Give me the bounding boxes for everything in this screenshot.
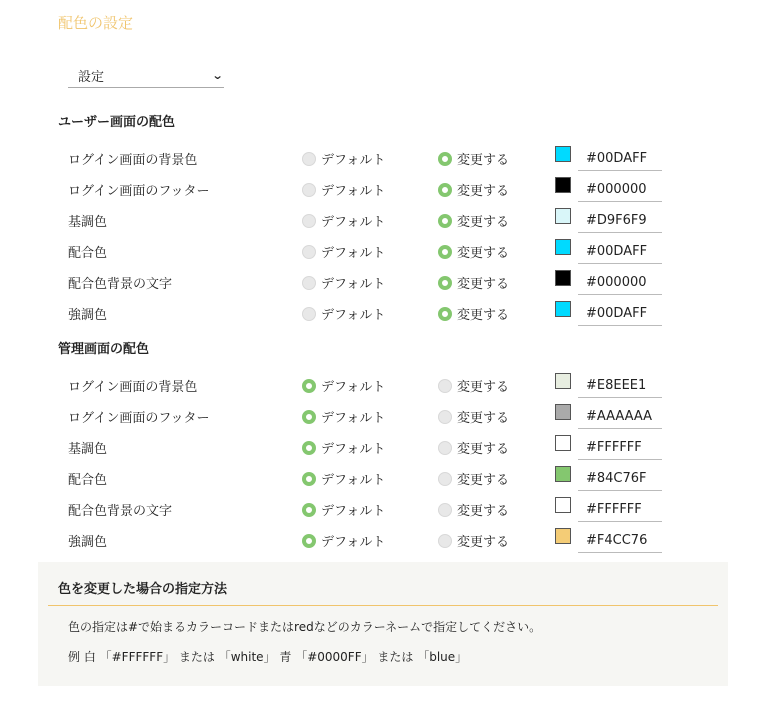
color-row	[0, 205, 764, 236]
radio-dot[interactable]	[438, 472, 452, 486]
default-radio-label: デフォルト	[321, 504, 386, 519]
change-radio[interactable]	[438, 500, 509, 519]
change-radio[interactable]	[438, 242, 509, 261]
change-radio-label: 変更する	[457, 184, 510, 199]
color-row-label: 基調色	[68, 442, 108, 457]
color-code-input[interactable]: #000000	[578, 174, 662, 202]
default-radio-label: デフォルト	[321, 535, 386, 550]
radio-dot[interactable]	[302, 441, 316, 455]
change-radio-label: 変更する	[457, 215, 510, 230]
default-radio-label: デフォルト	[321, 277, 386, 292]
color-row	[0, 494, 764, 525]
color-code-input[interactable]: #00DAFF	[578, 298, 662, 326]
color-row-label: 基調色	[68, 215, 108, 230]
radio-dot[interactable]	[438, 503, 452, 517]
color-row-label: ログイン画面の背景色	[68, 153, 198, 168]
color-swatch[interactable]	[555, 466, 571, 482]
color-code-input[interactable]: #84C76F	[578, 463, 662, 491]
color-code-input[interactable]: #FFFFFF	[578, 494, 662, 522]
default-radio[interactable]	[302, 180, 385, 199]
color-swatch[interactable]	[555, 146, 571, 162]
color-code-input[interactable]: #00DAFF	[578, 143, 662, 171]
default-radio-label: デフォルト	[321, 473, 386, 488]
change-radio[interactable]	[438, 469, 509, 488]
color-row-label: 強調色	[68, 535, 108, 550]
default-radio[interactable]	[302, 376, 385, 395]
default-radio[interactable]	[302, 211, 385, 230]
color-code-input[interactable]: #FFFFFF	[578, 432, 662, 460]
change-radio-label: 変更する	[457, 535, 510, 550]
color-row	[0, 143, 764, 174]
radio-dot[interactable]	[302, 307, 316, 321]
radio-dot[interactable]	[438, 214, 452, 228]
color-code-input[interactable]: #AAAAAA	[578, 401, 662, 429]
change-radio-label: 変更する	[457, 308, 510, 323]
radio-dot[interactable]	[302, 214, 316, 228]
change-radio-label: 変更する	[457, 442, 510, 457]
color-row-label: ログイン画面の背景色	[68, 380, 198, 395]
color-row	[0, 267, 764, 298]
default-radio-label: デフォルト	[321, 411, 386, 426]
color-row-label: ログイン画面のフッター	[68, 184, 210, 199]
default-radio[interactable]	[302, 469, 385, 488]
color-swatch[interactable]	[555, 208, 571, 224]
default-radio-label: デフォルト	[321, 380, 386, 395]
default-radio[interactable]	[302, 531, 385, 550]
change-radio[interactable]	[438, 531, 509, 550]
settings-select-value: 設定	[78, 70, 105, 85]
color-code-input[interactable]: #F4CC76	[578, 525, 662, 553]
default-radio-label: デフォルト	[321, 215, 386, 230]
color-row-label: 配合色	[68, 473, 108, 488]
color-row	[0, 370, 764, 401]
radio-dot[interactable]	[302, 410, 316, 424]
page-title: 配色の設定	[58, 14, 134, 32]
change-radio[interactable]	[438, 149, 509, 168]
color-row-label: 強調色	[68, 308, 108, 323]
change-radio[interactable]	[438, 211, 509, 230]
color-swatch[interactable]	[555, 497, 571, 513]
default-radio-label: デフォルト	[321, 246, 386, 261]
color-swatch[interactable]	[555, 177, 571, 193]
change-radio-label: 変更する	[457, 411, 510, 426]
radio-dot[interactable]	[438, 441, 452, 455]
radio-dot[interactable]	[438, 379, 452, 393]
default-radio[interactable]	[302, 407, 385, 426]
radio-dot[interactable]	[438, 307, 452, 321]
color-row	[0, 401, 764, 432]
change-radio[interactable]	[438, 180, 509, 199]
default-radio[interactable]	[302, 149, 385, 168]
change-radio-label: 変更する	[457, 246, 510, 261]
section-title-admin: 管理画面の配色	[58, 342, 150, 357]
section-title-user: ユーザー画面の配色	[58, 115, 176, 130]
help-example: 例 白 「#FFFFFF」 または 「white」 青 「#0000FF」 または 「blue」	[68, 650, 468, 664]
settings-select[interactable]	[68, 64, 224, 88]
color-row-label: ログイン画面のフッター	[68, 411, 210, 426]
color-swatch[interactable]	[555, 404, 571, 420]
help-title: 色を変更した場合の指定方法	[48, 578, 718, 606]
help-box	[38, 562, 728, 686]
default-radio[interactable]	[302, 438, 385, 457]
radio-dot[interactable]	[438, 410, 452, 424]
color-row	[0, 525, 764, 556]
default-radio[interactable]	[302, 304, 385, 323]
radio-dot[interactable]	[438, 152, 452, 166]
default-radio-label: デフォルト	[321, 153, 386, 168]
radio-dot[interactable]	[438, 276, 452, 290]
default-radio-label: デフォルト	[321, 442, 386, 457]
default-radio[interactable]	[302, 273, 385, 292]
color-code-input[interactable]: #E8EEE1	[578, 370, 662, 398]
default-radio-label: デフォルト	[321, 308, 386, 323]
color-row	[0, 236, 764, 267]
default-radio[interactable]	[302, 242, 385, 261]
color-row-label: 配合色背景の文字	[68, 277, 173, 292]
radio-dot[interactable]	[302, 152, 316, 166]
color-swatch[interactable]	[555, 528, 571, 544]
color-row	[0, 298, 764, 329]
chevron-down-icon: ⌄	[211, 69, 224, 82]
color-swatch[interactable]	[555, 239, 571, 255]
change-radio-label: 変更する	[457, 504, 510, 519]
change-radio-label: 変更する	[457, 277, 510, 292]
radio-dot[interactable]	[302, 183, 316, 197]
color-row-label: 配合色	[68, 246, 108, 261]
change-radio[interactable]	[438, 273, 509, 292]
color-swatch[interactable]	[555, 435, 571, 451]
radio-dot[interactable]	[302, 245, 316, 259]
default-radio[interactable]	[302, 500, 385, 519]
color-swatch[interactable]	[555, 301, 571, 317]
color-swatch[interactable]	[555, 270, 571, 286]
color-code-input[interactable]: #D9F6F9	[578, 205, 662, 233]
radio-dot[interactable]	[302, 472, 316, 486]
radio-dot[interactable]	[302, 379, 316, 393]
color-row	[0, 432, 764, 463]
color-code-input[interactable]: #000000	[578, 267, 662, 295]
radio-dot[interactable]	[302, 534, 316, 548]
radio-dot[interactable]	[438, 245, 452, 259]
change-radio-label: 変更する	[457, 473, 510, 488]
color-row-label: 配合色背景の文字	[68, 504, 173, 519]
change-radio[interactable]	[438, 438, 509, 457]
radio-dot[interactable]	[438, 534, 452, 548]
change-radio-label: 変更する	[457, 153, 510, 168]
color-row	[0, 174, 764, 205]
color-code-input[interactable]: #00DAFF	[578, 236, 662, 264]
change-radio[interactable]	[438, 407, 509, 426]
color-swatch[interactable]	[555, 373, 571, 389]
default-radio-label: デフォルト	[321, 184, 386, 199]
change-radio[interactable]	[438, 304, 509, 323]
color-row	[0, 463, 764, 494]
radio-dot[interactable]	[438, 183, 452, 197]
radio-dot[interactable]	[302, 276, 316, 290]
radio-dot[interactable]	[302, 503, 316, 517]
change-radio-label: 変更する	[457, 380, 510, 395]
help-text: 色の指定は#で始まるカラーコードまたはredなどのカラーネームで指定してください。	[68, 620, 542, 634]
change-radio[interactable]	[438, 376, 509, 395]
